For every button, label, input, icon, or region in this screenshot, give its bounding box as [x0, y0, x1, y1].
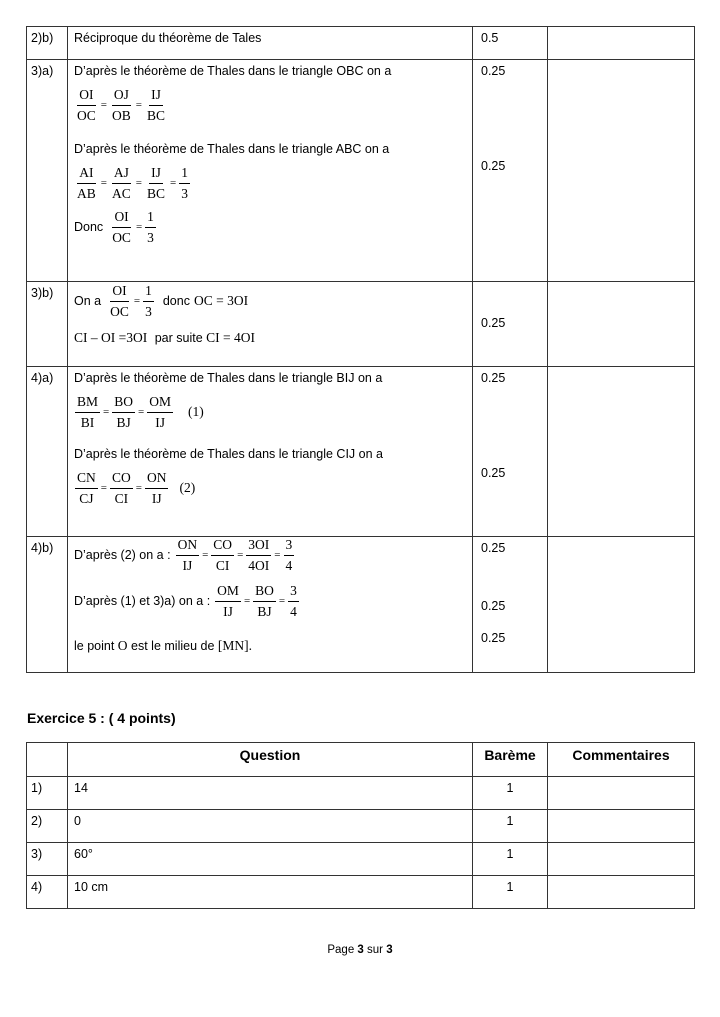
- table-row: [27, 27, 695, 60]
- derived-formula: D’après (2) on a : $\frac{ON}{IJ}$ = $\frac{CO}{CI}$ = $\frac{3OI}{4OI}$ = $\frac{3}{4}$: [74, 537, 293, 573]
- header-cell: [27, 743, 68, 777]
- total-pages: 3: [386, 944, 393, 956]
- exercise-title: Exercice 5 : ( 4 points): [27, 710, 176, 726]
- answer-text: 10 cm: [68, 876, 473, 909]
- points-value: 1: [473, 843, 548, 876]
- thales-formula: $\frac{AI}{AB}$ = $\frac{AJ}{AC}$ = $\frac{IJ}{BC}$ = $\frac{1}{3}$: [77, 165, 188, 201]
- points-cell: [473, 282, 548, 367]
- points-value: 1: [473, 876, 548, 909]
- exercise5-table: [26, 742, 695, 909]
- table-row: [27, 60, 695, 282]
- thales-formula: $\frac{OI}{OC}$ = $\frac{OJ}{OB}$ = $\frac{IJ}{BC}$: [77, 87, 165, 123]
- answer-text: Donc: [74, 220, 104, 234]
- page-label: Page: [327, 944, 355, 956]
- points-value: 0.25: [481, 371, 506, 385]
- table-row: [27, 282, 695, 367]
- question-id: 1): [27, 777, 68, 810]
- points-cell: [473, 367, 548, 537]
- answer-text: On a: [74, 294, 102, 308]
- comments-cell: [548, 843, 695, 876]
- comments-cell: [548, 537, 695, 673]
- question-id: 4): [27, 876, 68, 909]
- answer-text: le point: [74, 639, 115, 653]
- answer-text: D’après le théorème de Thales dans le triangle BIJ on a: [74, 371, 383, 385]
- answer-cell: [68, 367, 473, 537]
- answer-text: D’après (2) on a :: [74, 548, 171, 562]
- equation: CI – OI =3OI: [74, 330, 148, 345]
- table-row: [27, 777, 695, 810]
- answer-cell: [68, 537, 473, 673]
- question-id: 2)b): [27, 27, 68, 60]
- points-value: 0.25: [481, 631, 506, 645]
- equation-tag: (2): [179, 480, 196, 495]
- answer-text: Réciproque du théorème de Tales: [68, 27, 473, 60]
- question-id: 4)a): [27, 367, 68, 537]
- answer-text: D’après le théorème de Thales dans le triangle OBC on a: [74, 64, 392, 78]
- answer-text: D’après le théorème de Thales dans le triangle CIJ on a: [74, 447, 383, 461]
- answer-line: [74, 330, 472, 346]
- comments-cell: [548, 367, 695, 537]
- table-row: [27, 843, 695, 876]
- current-page: 3: [357, 944, 364, 956]
- answer-text: 60°: [68, 843, 473, 876]
- answer-text: par suite: [154, 331, 203, 345]
- comments-cell: [548, 60, 695, 282]
- answer-text: D’après (1) et 3)a) on a :: [74, 594, 211, 608]
- comments-cell: [548, 777, 695, 810]
- point-label: O: [117, 638, 128, 653]
- derived-formula: D’après (1) et 3)a) on a : $\frac{OM}{IJ}$ = $\frac{BO}{BJ}$ = $\frac{3}{4}$: [74, 583, 297, 619]
- equation: OC = 3OI: [193, 293, 249, 308]
- points-value: 0.25: [481, 599, 506, 613]
- points-value: 0.25: [481, 541, 506, 555]
- answer-text: est le milieu de: [131, 639, 215, 653]
- header-comments: Commentaires: [548, 743, 695, 777]
- answer-text: donc: [162, 294, 190, 308]
- answer-text: D’après le théorème de Thales dans le triangle ABC on a: [74, 142, 390, 156]
- answer-text: 14: [68, 777, 473, 810]
- equation: CI = 4OI: [206, 330, 256, 345]
- points-value: 0.25: [481, 466, 506, 480]
- answer-line: [74, 638, 472, 654]
- thales-formula: $\frac{CN}{CJ}$ = $\frac{CO}{CI}$ = $\frac{ON}{IJ}$ (2): [77, 470, 196, 506]
- question-id: 4)b): [27, 537, 68, 673]
- table-row: [27, 367, 695, 537]
- table-row: [27, 537, 695, 673]
- header-question: Question: [68, 743, 473, 777]
- table-header-row: [27, 743, 695, 777]
- segment-label: [MN].: [217, 638, 253, 653]
- points-cell: [473, 537, 548, 673]
- points-cell: [473, 60, 548, 282]
- comments-cell: [548, 876, 695, 909]
- question-id: 3)a): [27, 60, 68, 282]
- answer-cell: [68, 282, 473, 367]
- answer-cell: [68, 60, 473, 282]
- points-value: 0.25: [481, 316, 506, 330]
- answer-text: 0: [68, 810, 473, 843]
- page-sep: sur: [367, 944, 384, 956]
- correction-table: [26, 26, 695, 673]
- page-footer: [0, 944, 720, 956]
- header-bareme: Barème: [473, 743, 548, 777]
- equation-tag: (1): [187, 404, 204, 419]
- comments-cell: [548, 27, 695, 60]
- points-value: 1: [473, 810, 548, 843]
- question-id: 3)b): [27, 282, 68, 367]
- points-value: 0.25: [481, 159, 506, 173]
- points-value: 1: [473, 777, 548, 810]
- conclusion-formula: On a $\frac{OI}{OC}$ = $\frac{1}{3}$ donc OC = 3OI: [74, 283, 249, 319]
- question-id: 3): [27, 843, 68, 876]
- points-value: 0.5: [473, 27, 548, 60]
- comments-cell: [548, 282, 695, 367]
- conclusion-formula: Donc $\frac{OI}{OC}$ = $\frac{1}{3}$: [74, 209, 154, 245]
- table-row: [27, 810, 695, 843]
- question-id: 2): [27, 810, 68, 843]
- points-value: 0.25: [481, 64, 506, 78]
- comments-cell: [548, 810, 695, 843]
- table-row: [27, 876, 695, 909]
- thales-formula: $\frac{BM}{BI}$ = $\frac{BO}{BJ}$ = $\frac{OM}{IJ}$ (1): [77, 394, 204, 430]
